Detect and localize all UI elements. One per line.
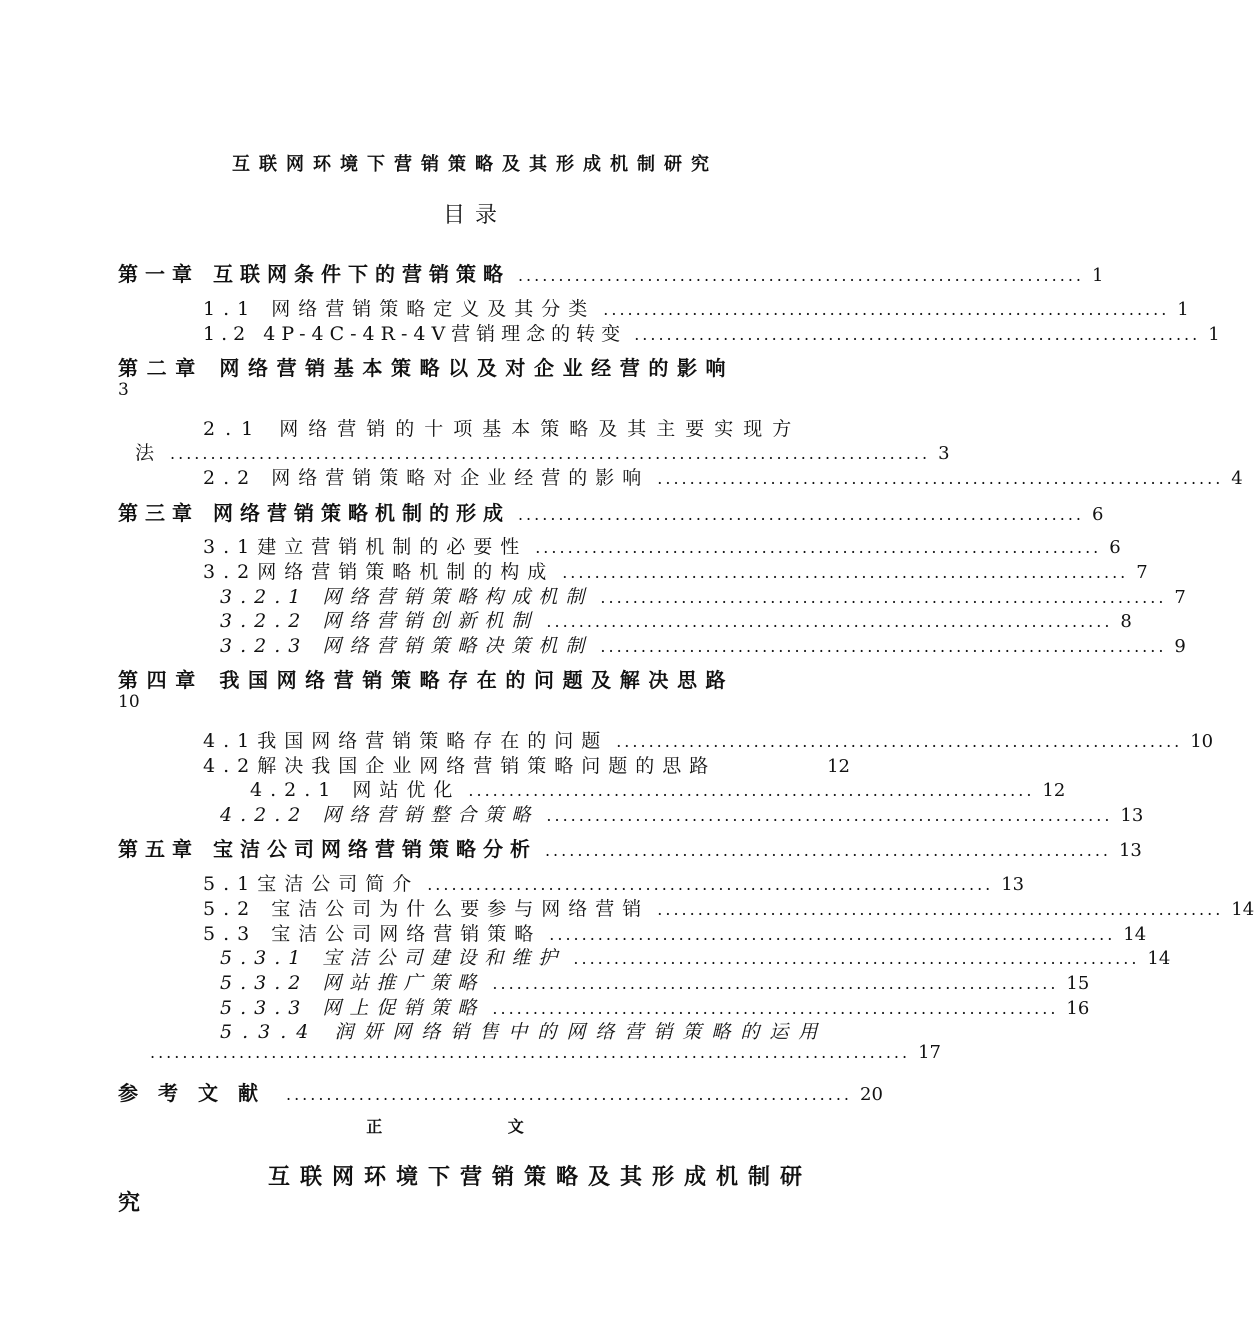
toc-entry-5-3[interactable]	[203, 919, 1147, 945]
toc-page-number: 17	[918, 1042, 941, 1063]
toc-page-number: 6	[1109, 537, 1121, 558]
toc-leader-dots: ......................................................................	[603, 300, 1170, 319]
toc-leader-dots: ......................................................................	[600, 588, 1167, 607]
toc-entry-label: 第四章 我国网络营销策略存在的问题及解决思路	[118, 668, 735, 692]
toc-entry-label: 第二章 网络营销基本策略以及对企业经营的影响	[118, 356, 735, 380]
toc-leader-dots: ......................................................................	[492, 974, 1059, 993]
toc-entry-4-1[interactable]	[203, 726, 1214, 752]
toc-entry-label: 5.3.3 网上促销策略	[220, 997, 485, 1019]
toc-page-number: 7	[1174, 587, 1186, 608]
toc-heading: 目录	[442, 203, 507, 228]
toc-entry-label: 3.2.3 网络营销策略决策机制	[220, 635, 593, 657]
toc-entry-chapter-1[interactable]	[118, 258, 1104, 286]
toc-entry-4-2[interactable]	[203, 751, 850, 777]
toc-page-number: 10	[1190, 731, 1214, 752]
toc-leader-dots: ......................................................................	[492, 999, 1059, 1018]
toc-entry-label: 参考文献	[118, 1081, 278, 1105]
toc-leader-dots: ......................................................................	[657, 469, 1224, 488]
toc-entry-5-1[interactable]	[203, 869, 1025, 895]
toc-leader-dots: ......................................................................	[546, 612, 1113, 631]
toc-entry-5-3-4-continued[interactable]	[150, 1042, 941, 1068]
toc-leader-dots: ......................................................................	[616, 732, 1183, 751]
document-title: 互联网环境下营销策略及其形成机制研究	[232, 154, 718, 175]
toc-entry-label: 5.3.4 润妍网络销售中的网络营销策略的运用	[220, 1021, 828, 1043]
toc-page-number: 6	[1091, 504, 1104, 525]
toc-page-number: 4	[1231, 468, 1243, 489]
toc-entry-label: 第一章 互联网条件下的营销策略	[118, 262, 510, 286]
toc-page-number: 1	[1177, 299, 1189, 320]
toc-entry-label: 法	[135, 442, 163, 464]
toc-entry-label: 1.2 4P-4C-4R-4V营销理念的转变	[203, 323, 627, 345]
toc-page-number: 1	[1208, 324, 1220, 345]
toc-page-number: 12	[827, 756, 850, 777]
toc-entry-2-1[interactable]	[203, 414, 850, 440]
toc-page-number: 16	[1066, 998, 1090, 1019]
toc-page-number: 14	[1123, 924, 1147, 945]
toc-page-number: 13	[1118, 840, 1142, 861]
toc-page-number: 13	[1001, 874, 1025, 895]
toc-leader-dots: ......................................................................	[600, 637, 1167, 656]
toc-leader-dots: ......................................................................	[634, 325, 1201, 344]
toc-leader-dots: ..............................................................................................	[150, 1043, 911, 1062]
toc-page-number: 15	[1066, 973, 1090, 994]
toc-entry-3-1[interactable]	[203, 532, 1121, 558]
toc-entry-5-3-2[interactable]	[220, 968, 1090, 994]
toc-leader-dots: ......................................................................	[562, 563, 1129, 582]
toc-entry-label: 3.1建立营销机制的必要性	[203, 536, 528, 558]
toc-leader-dots: ......................................................................	[517, 266, 1084, 285]
toc-entry-2-1-continued[interactable]	[135, 438, 950, 464]
toc-entry-label: 4.1我国网络营销策略存在的问题	[203, 730, 609, 752]
toc-leader-dots: ......................................................................	[286, 1085, 853, 1104]
toc-entry-label: 2.2 网络营销策略对企业经营的影响	[203, 467, 650, 489]
toc-leader-dots: ......................................................................	[573, 949, 1140, 968]
toc-leader-dots: ......................................................................	[517, 505, 1084, 524]
toc-entry-label: 5.3.2 网站推广策略	[220, 972, 485, 994]
toc-entry-label: 5.3 宝洁公司网络营销策略	[203, 923, 542, 945]
toc-entry-label: 3.2.2 网络营销创新机制	[220, 610, 539, 632]
toc-entry-5-3-3[interactable]	[220, 993, 1090, 1019]
body-heading: 正 文	[366, 1117, 584, 1136]
toc-entry-5-3-4[interactable]	[220, 1017, 850, 1043]
toc-page-number: 3	[118, 380, 129, 400]
toc-leader-dots: ......................................................................	[535, 538, 1102, 557]
toc-leader-dots: ......................................................................	[657, 900, 1224, 919]
toc-entry-label: 4.2.1 网站优化	[250, 779, 461, 801]
toc-leader-dots: ......................................................................	[427, 875, 994, 894]
toc-entry-1-2[interactable]	[203, 319, 1220, 345]
toc-entry-label: 2.1 网络营销的十项基本策略及其主要实现方	[203, 418, 802, 440]
toc-entry-label: 4.2解决我国企业网络营销策略问题的思路	[203, 755, 717, 777]
toc-entry-label: 4.2.2 网络营销整合策略	[220, 804, 539, 826]
toc-page-number: 10	[118, 692, 140, 712]
body-title-continued: 究	[118, 1191, 141, 1216]
toc-page-number: 12	[1042, 780, 1066, 801]
toc-entry-chapter-5[interactable]	[118, 833, 1142, 861]
toc-entry-label: 3.2网络营销策略机制的构成	[203, 561, 555, 583]
toc-entry-label: 5.1宝洁公司简介	[203, 873, 420, 895]
toc-entry-chapter-4[interactable]	[118, 664, 850, 690]
toc-entry-4-2-1[interactable]	[250, 775, 1066, 801]
toc-leader-dots: ......................................................................	[468, 781, 1035, 800]
toc-entry-3-2-3[interactable]	[220, 631, 1186, 657]
toc-entry-label: 5.2 宝洁公司为什么要参与网络营销	[203, 898, 650, 920]
toc-entry-references[interactable]	[118, 1077, 883, 1105]
toc-entry-label: 3.2.1 网络营销策略构成机制	[220, 586, 593, 608]
toc-entry-5-2[interactable]	[203, 894, 1254, 920]
toc-entry-3-2[interactable]	[203, 557, 1148, 583]
toc-entry-label: 第五章 宝洁公司网络营销策略分析	[118, 837, 537, 861]
toc-page-number: 20	[860, 1084, 883, 1105]
toc-leader-dots: ..............................................................................................	[170, 444, 931, 463]
toc-entry-3-2-1[interactable]	[220, 582, 1186, 608]
toc-entry-4-2-2[interactable]	[220, 800, 1144, 826]
toc-entry-chapter-2[interactable]	[118, 352, 850, 378]
toc-entry-2-2[interactable]	[203, 463, 1243, 489]
toc-entry-label: 1.1 网络营销策略定义及其分类	[203, 298, 596, 320]
toc-page-number: 7	[1136, 562, 1148, 583]
toc-entry-label: 5.3.1 宝洁公司建设和维护	[220, 947, 566, 969]
toc-entry-1-1[interactable]	[203, 294, 1189, 320]
toc-leader-dots: ......................................................................	[549, 925, 1116, 944]
toc-page-number: 14	[1147, 948, 1171, 969]
toc-page-number: 9	[1174, 636, 1186, 657]
toc-page-number: 1	[1091, 265, 1104, 286]
toc-page-number: 8	[1120, 611, 1132, 632]
toc-leader-dots: ......................................................................	[546, 806, 1113, 825]
toc-entry-5-3-1[interactable]	[220, 943, 1171, 969]
toc-leader-dots: ......................................................................	[544, 841, 1111, 860]
toc-entry-chapter-3[interactable]	[118, 497, 1104, 525]
toc-page-number: 14	[1231, 899, 1254, 920]
body-title: 互联网环境下营销策略及其形成机制研	[268, 1165, 813, 1190]
toc-page-number: 3	[938, 443, 950, 464]
toc-entry-3-2-2[interactable]	[220, 606, 1132, 632]
toc-page-number: 13	[1120, 805, 1144, 826]
toc-entry-label: 第三章 网络营销策略机制的形成	[118, 501, 510, 525]
